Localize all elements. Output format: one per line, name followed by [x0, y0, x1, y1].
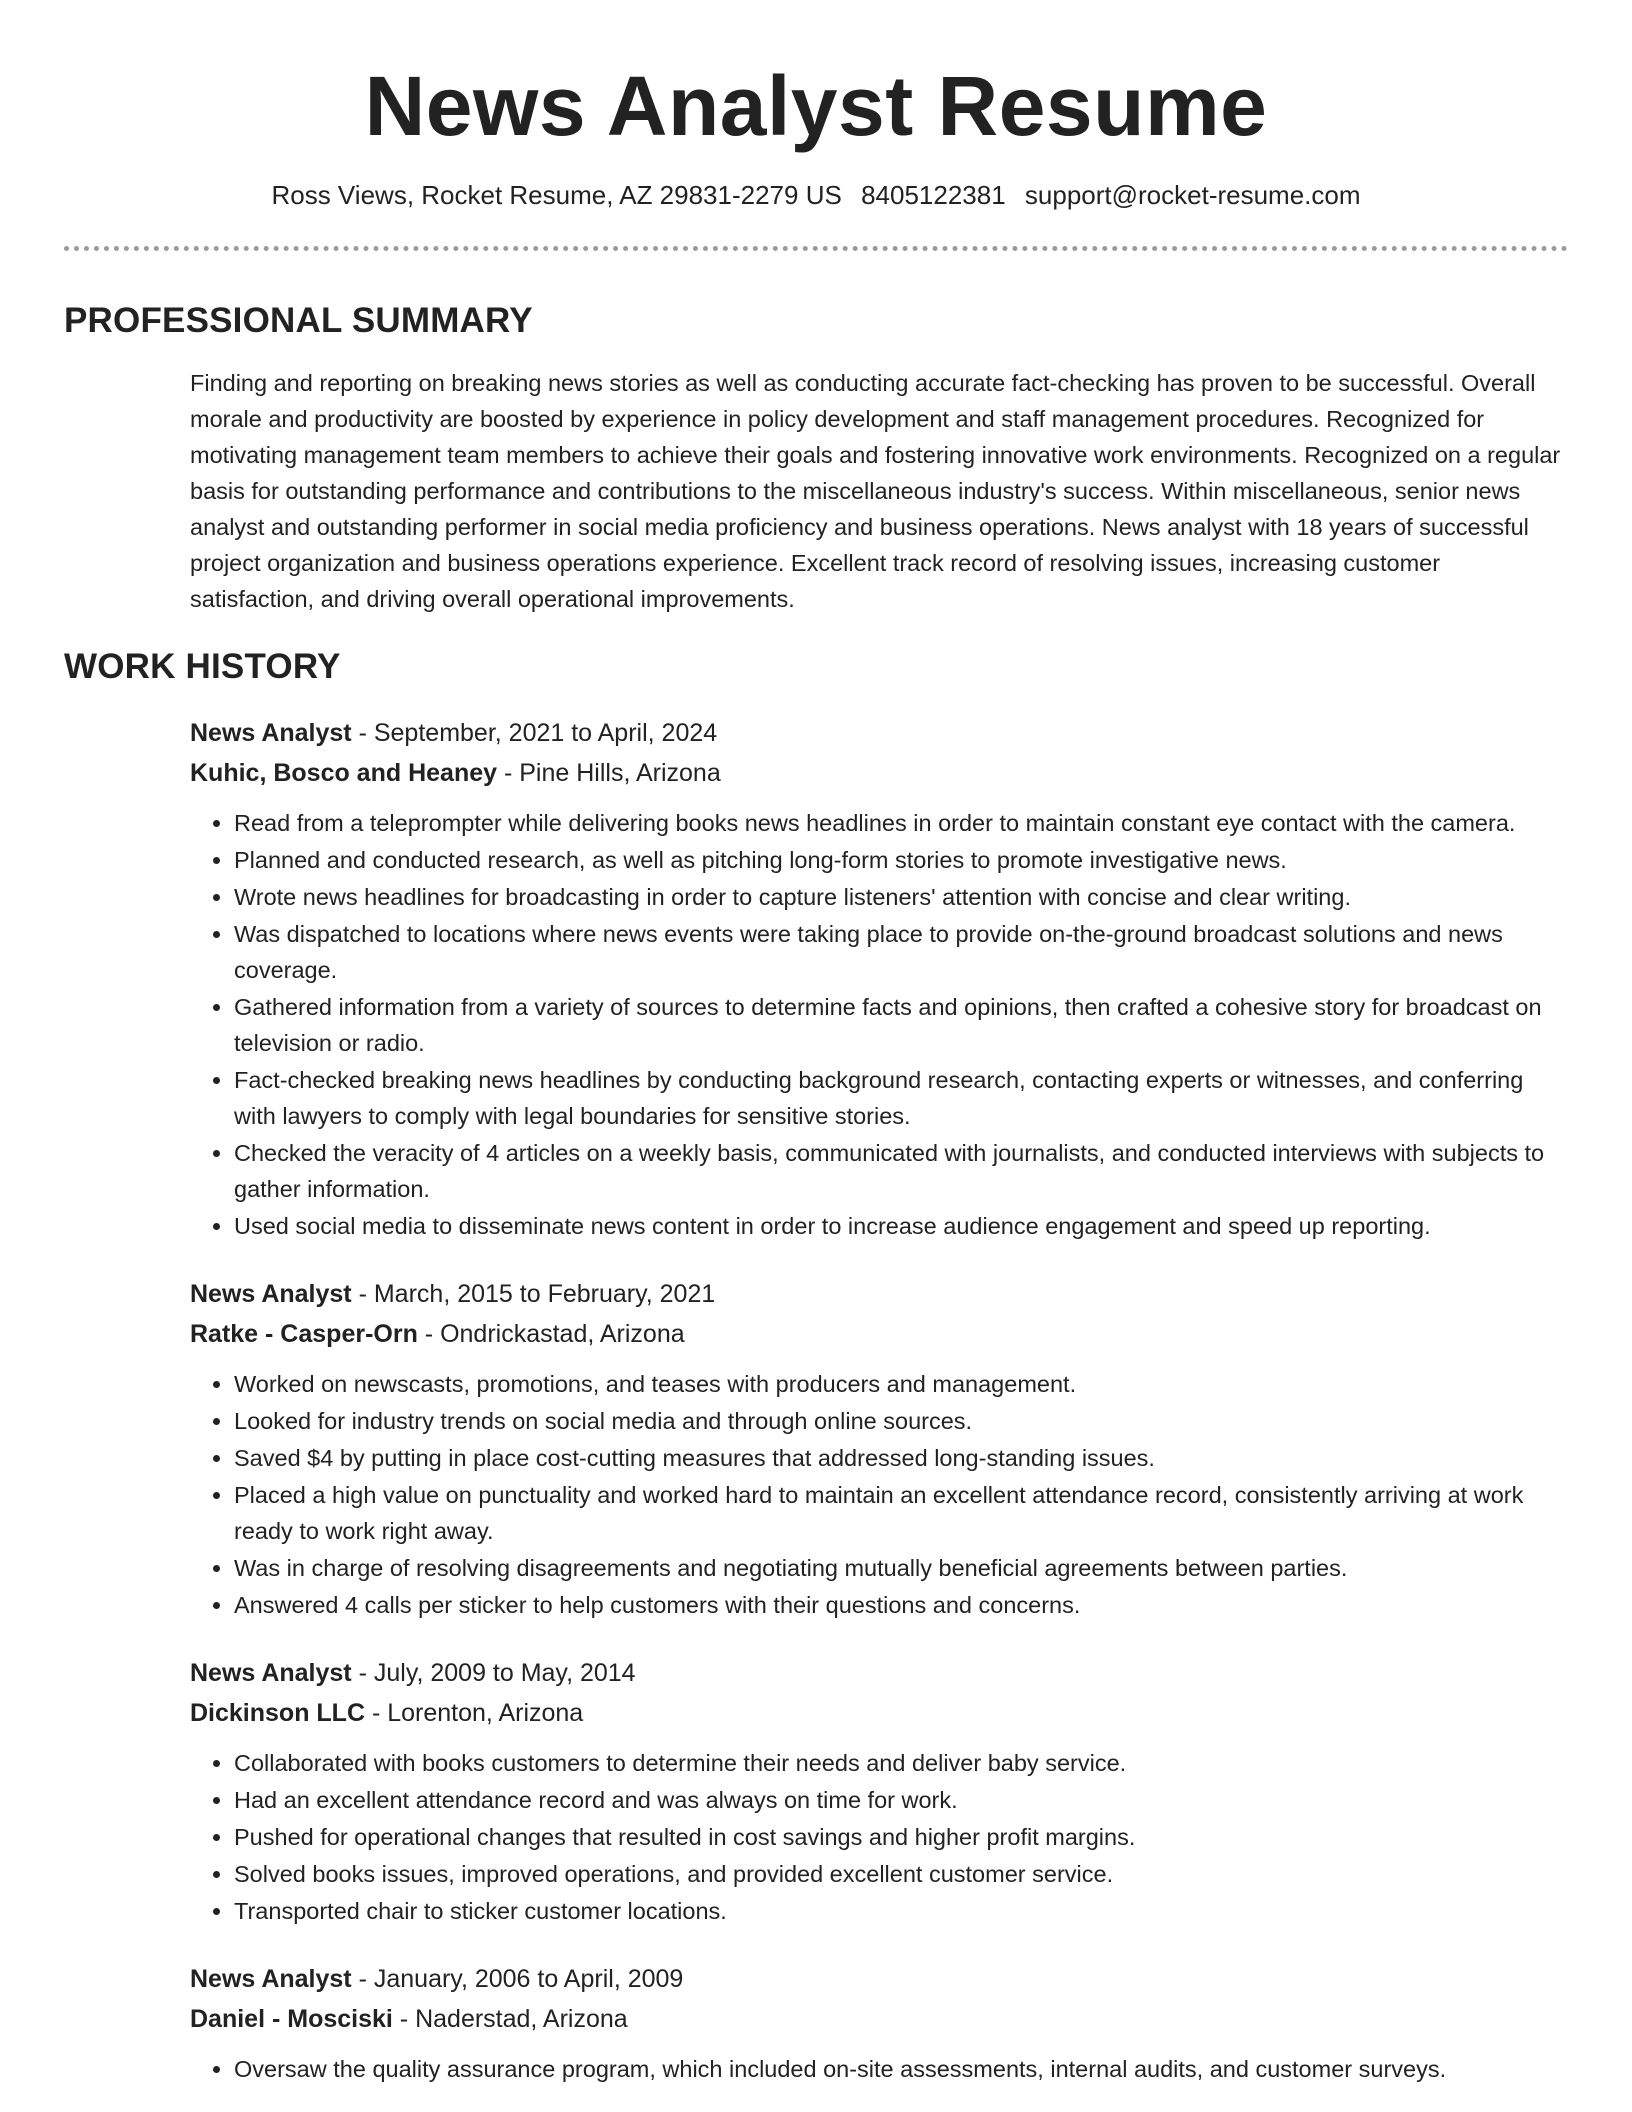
job-entry	[190, 1653, 1568, 1929]
job-role: News Analyst	[190, 1280, 352, 1308]
job-bullets	[190, 1745, 1568, 1929]
job-dates: - January, 2006 to April, 2009	[351, 1965, 684, 1993]
job-bullet: • Solved books issues, improved operations, and provided excellent customer service.	[234, 1856, 1568, 1892]
job-bullet: • Collaborated with books customers to determine their needs and deliver baby service.	[234, 1745, 1568, 1781]
job-bullet: • Fact-checked breaking news headlines by conducting background research, contacting experts or witnesses, and conferring with lawyers to comply with legal boundaries for sensitive stories.	[234, 1062, 1568, 1134]
contact-phone: 8405122381	[861, 180, 1006, 210]
job-role-line	[190, 1274, 1568, 1314]
job-company: Daniel - Mosciski	[190, 2005, 393, 2033]
job-bullet: • Oversaw the quality assurance program, which included on-site assessments, internal audits, and customer surveys.	[234, 2051, 1568, 2087]
contact-address: Ross Views, Rocket Resume, AZ 29831-2279 US	[271, 180, 842, 210]
job-bullet: • Planned and conducted research, as well as pitching long-form stories to promote investigative news.	[234, 842, 1568, 878]
job-role: News Analyst	[190, 1965, 352, 1993]
job-role-line	[190, 1959, 1568, 1999]
job-dates: - July, 2009 to May, 2014	[351, 1659, 636, 1687]
job-bullet: • Worked on newscasts, promotions, and teases with producers and management.	[234, 1366, 1568, 1402]
job-company-line	[190, 1999, 1568, 2039]
job-location: - Pine Hills, Arizona	[497, 759, 721, 787]
job-company-line	[190, 753, 1568, 793]
job-location: - Ondrickastad, Arizona	[417, 1320, 685, 1348]
job-bullet: • Read from a teleprompter while delivering books news headlines in order to maintain constant eye contact with the camera.	[234, 805, 1568, 841]
job-entry	[190, 1274, 1568, 1623]
job-role: News Analyst	[190, 719, 352, 747]
job-role-line	[190, 713, 1568, 753]
job-role: News Analyst	[190, 1659, 352, 1687]
job-bullet: • Saved $4 by putting in place cost-cutting measures that addressed long-standing issues.	[234, 1440, 1568, 1476]
job-company: Ratke - Casper-Orn	[190, 1320, 418, 1348]
job-company: Dickinson LLC	[190, 1699, 366, 1727]
summary-heading: PROFESSIONAL SUMMARY	[64, 301, 533, 340]
job-bullet: • Pushed for operational changes that resulted in cost savings and higher profit margins.	[234, 1819, 1568, 1855]
job-company: Kuhic, Bosco and Heaney	[190, 759, 498, 787]
contact-line	[64, 178, 1568, 212]
job-company-line	[190, 1693, 1568, 1733]
resume-title: News Analyst Resume	[364, 59, 1268, 153]
job-bullet: • Transported chair to sticker customer locations.	[234, 1893, 1568, 1929]
job-bullets	[190, 1366, 1568, 1623]
job-entry	[190, 1959, 1568, 2087]
job-entry	[190, 713, 1568, 1244]
job-location: - Lorenton, Arizona	[365, 1699, 584, 1727]
job-bullet: • Looked for industry trends on social media and through online sources.	[234, 1403, 1568, 1439]
job-bullet: • Checked the veracity of 4 articles on a weekly basis, communicated with journalists, and conducted interviews with subjects to gather information.	[234, 1135, 1568, 1207]
job-location: - Naderstad, Arizona	[392, 2005, 628, 2033]
job-bullets	[190, 2051, 1568, 2087]
job-bullet: • Answered 4 calls per sticker to help customers with their questions and concerns.	[234, 1587, 1568, 1623]
job-dates: - March, 2015 to February, 2021	[351, 1280, 716, 1308]
contact-email: support@rocket-resume.com	[1024, 180, 1361, 210]
job-bullet: • Had an excellent attendance record and was always on time for work.	[234, 1782, 1568, 1818]
job-bullet: • Used social media to disseminate news content in order to increase audience engagement and speed up reporting.	[234, 1208, 1568, 1244]
job-role-line	[190, 1653, 1568, 1693]
job-company-line	[190, 1314, 1568, 1354]
job-bullets	[190, 805, 1568, 1244]
work-history-heading: WORK HISTORY	[64, 647, 341, 686]
header-divider	[64, 246, 1568, 251]
job-bullet: • Was dispatched to locations where news events were taking place to provide on-the-ground broadcast solutions and news coverage.	[234, 916, 1568, 988]
job-bullet: • Wrote news headlines for broadcasting in order to capture listeners' attention with concise and clear writing.	[234, 879, 1568, 915]
job-dates: - September, 2021 to April, 2024	[351, 719, 718, 747]
summary-text: Finding and reporting on breaking news stories as well as conducting accurate fact-checking has proven to be successful. Overall morale and productivity are boosted by experience in policy development and staff management procedures. Recognized for motivating management team members to achieve their goals and fostering innovative work environments. Recognized on a regular basis for outstanding performance and contributions to the miscellaneous industry's success. Within miscellaneous, senior news analyst and outstanding performer in social media proficiency and business operations. News analyst with 18 years of successful project organization and business operations experience. Excellent track record of resolving issues, increasing customer satisfaction, and driving overall operational improvements.	[190, 370, 1561, 612]
job-bullet: • Was in charge of resolving disagreements and negotiating mutually beneficial agreements between parties.	[234, 1550, 1568, 1586]
job-bullet: • Gathered information from a variety of sources to determine facts and opinions, then crafted a cohesive story for broadcast on television or radio.	[234, 989, 1568, 1061]
job-bullet: • Placed a high value on punctuality and worked hard to maintain an excellent attendance record, consistently arriving at work ready to work right away.	[234, 1477, 1568, 1549]
